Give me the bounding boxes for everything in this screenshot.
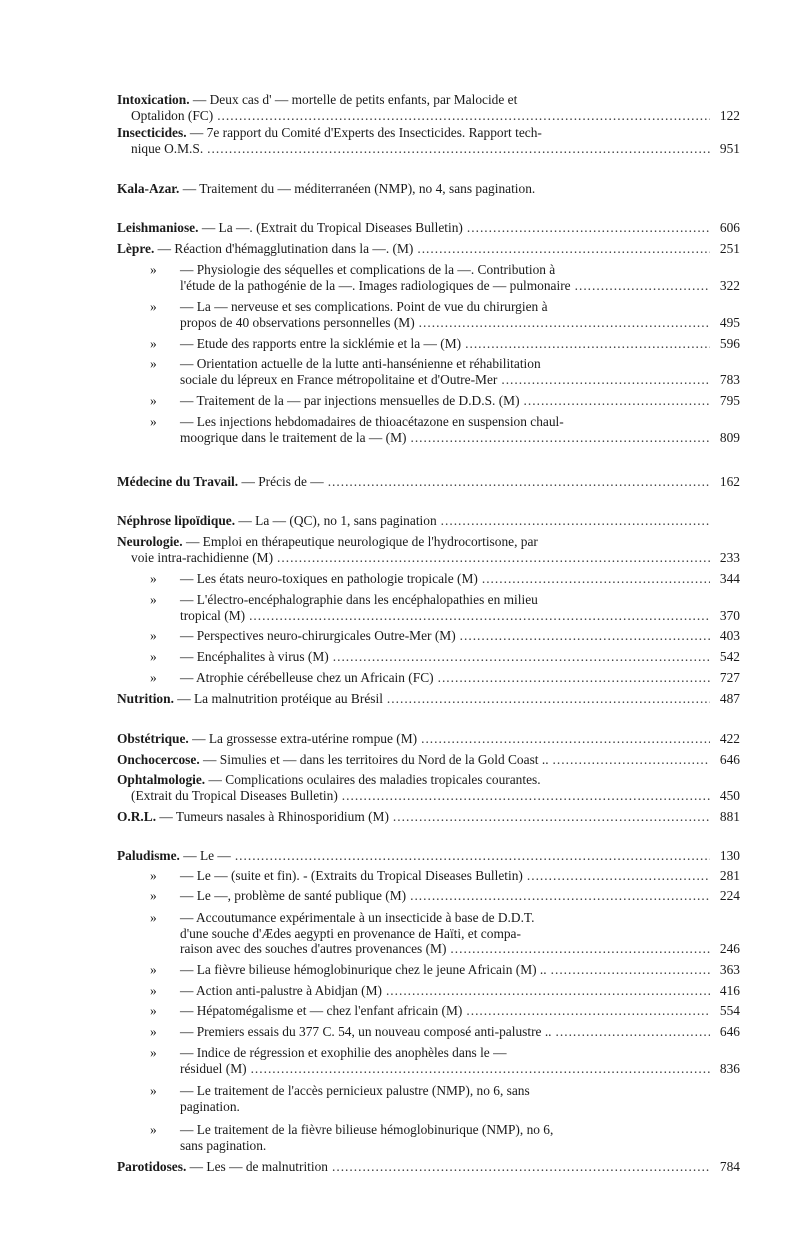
entry-text: Nutrition. — La malnutrition protéique au Brésil xyxy=(117,691,383,706)
dot-leader xyxy=(217,108,710,124)
page-number: 233 xyxy=(719,549,740,565)
ditto-mark: » xyxy=(150,962,157,977)
ditto-mark: » xyxy=(150,868,157,883)
dot-leader xyxy=(410,430,710,446)
page-number: 281 xyxy=(719,868,740,883)
dot-leader xyxy=(333,649,710,665)
entry-text: Médecine du Travail. — Précis de — xyxy=(117,474,324,489)
ditto-mark: » xyxy=(150,592,157,607)
dot-leader xyxy=(575,278,710,294)
page-number: 881 xyxy=(719,809,740,824)
entry-text: sociale du lépreux en France métropolitaine et d'Outre-Mer xyxy=(180,371,498,387)
index-entry xyxy=(117,513,740,529)
ditto-mark: » xyxy=(150,649,157,664)
entry-keyword: Insecticides. xyxy=(117,125,187,140)
entry-text: — Le traitement de l'accès pernicieux palustre (NMP), no 6, sans xyxy=(180,1083,530,1098)
index-entry xyxy=(117,220,740,236)
dot-leader xyxy=(450,941,710,957)
entry-text: — Perspectives neuro-chirurgicales Outre-Mer (M) xyxy=(180,628,456,643)
ditto-mark: » xyxy=(150,1003,157,1018)
dot-leader xyxy=(527,868,710,884)
entry-keyword: O.R.L. xyxy=(117,809,157,824)
entry-text: O.R.L. — Tumeurs nasales à Rhinosporidium (M) xyxy=(117,809,389,824)
entry-keyword: Paludisme. xyxy=(117,848,180,863)
ditto-mark: » xyxy=(150,336,157,351)
ditto-mark: » xyxy=(150,1045,157,1060)
index-subentry xyxy=(150,962,740,978)
dot-leader xyxy=(524,393,710,409)
dot-leader xyxy=(410,888,710,904)
page-number: 809 xyxy=(719,429,740,445)
entry-text: — Le — (suite et fin). - (Extraits du Tropical Diseases Bulletin) xyxy=(180,868,523,883)
index-subentry xyxy=(150,1122,740,1153)
entry-keyword: Ophtalmologie. xyxy=(117,772,206,787)
entry-text: — Etude des rapports entre la sicklémie et la — (M) xyxy=(180,336,462,351)
page-number: 542 xyxy=(719,649,740,664)
dot-leader xyxy=(249,608,710,624)
dot-leader xyxy=(328,474,710,490)
index-entry xyxy=(117,752,740,768)
entry-text: Insecticides. — 7e rapport du Comité d'Experts des Insecticides. Rapport tech- xyxy=(117,125,542,140)
page-number: 370 xyxy=(719,607,740,623)
dot-leader xyxy=(438,670,710,686)
entry-text: pagination. xyxy=(180,1098,240,1114)
page-number: 487 xyxy=(719,691,740,706)
entry-text: résiduel (M) xyxy=(180,1060,247,1076)
ditto-mark: » xyxy=(150,299,157,314)
entry-text: Ophtalmologie. — Complications oculaires des maladies tropicales courantes. xyxy=(117,772,541,787)
entry-keyword: Leishmaniose. xyxy=(117,220,199,235)
index-subentry xyxy=(150,868,740,884)
page-number: 322 xyxy=(719,277,740,293)
index-subentry xyxy=(150,299,740,330)
entry-text: sans pagination. xyxy=(180,1137,267,1153)
index-subentry xyxy=(150,888,740,904)
entry-text: d'une souche d'Ædes aegypti en provenance de Haïti, et compa- xyxy=(180,925,521,941)
page-number: 795 xyxy=(719,393,740,408)
page-number: 836 xyxy=(719,1060,740,1076)
ditto-mark: » xyxy=(150,393,157,408)
dot-leader xyxy=(467,220,710,236)
entry-text: — Action anti-palustre à Abidjan (M) xyxy=(180,983,382,998)
entry-text: — Les états neuro-toxiques en pathologie tropicale (M) xyxy=(180,571,478,586)
entry-keyword: Nutrition. xyxy=(117,691,174,706)
entry-text: — Accoutumance expérimentale à un insecticide à base de D.D.T. xyxy=(180,910,535,925)
entry-text: propos de 40 observations personnelles (M) xyxy=(180,314,415,330)
ditto-mark: » xyxy=(150,910,157,925)
dot-leader xyxy=(466,1003,710,1019)
index-subentry xyxy=(150,1024,740,1040)
entry-text: (Extrait du Tropical Diseases Bulletin) xyxy=(131,787,338,803)
page-number: 416 xyxy=(719,983,740,998)
page-number: 606 xyxy=(719,220,740,235)
entry-text: Kala-Azar. — Traitement du — méditerranéen (NMP), no 4, sans pagination. xyxy=(117,181,536,196)
index-entry xyxy=(117,731,740,747)
dot-leader xyxy=(251,1061,710,1077)
entry-keyword: Néphrose lipoïdique. xyxy=(117,513,236,528)
page-number: 646 xyxy=(719,752,740,767)
page-number: 646 xyxy=(719,1024,740,1039)
ditto-mark: » xyxy=(150,356,157,371)
entry-text: — Encéphalites à virus (M) xyxy=(180,649,329,664)
page-number: 422 xyxy=(719,731,740,746)
entry-text: — Physiologie des séquelles et complications de la —. Contribution à xyxy=(180,262,556,277)
page-number: 251 xyxy=(719,241,740,256)
index-entry xyxy=(117,534,740,565)
dot-leader xyxy=(551,962,710,978)
dot-leader xyxy=(207,141,710,157)
page-number: 344 xyxy=(719,571,740,586)
entry-text: raison avec des souches d'autres provenances (M) xyxy=(180,941,447,956)
dot-leader xyxy=(465,336,710,352)
entry-text: Intoxication. — Deux cas d' — mortelle de petits enfants, par Malocide et xyxy=(117,92,518,107)
page-number: 495 xyxy=(719,314,740,330)
ditto-mark: » xyxy=(150,628,157,643)
entry-text: — La fièvre bilieuse hémoglobinurique chez le jeune Africain (M) .. xyxy=(180,962,547,977)
entry-text: Onchocercose. — Simulies et — dans les territoires du Nord de la Gold Coast .. xyxy=(117,752,549,767)
index-entry xyxy=(117,241,740,257)
entry-keyword: Onchocercose. xyxy=(117,752,200,767)
ditto-mark: » xyxy=(150,414,157,429)
page-number: 130 xyxy=(719,848,740,863)
entry-text: nique O.M.S. xyxy=(131,140,204,156)
page-number: 122 xyxy=(719,107,740,123)
dot-leader xyxy=(235,848,710,864)
dot-leader xyxy=(419,315,710,331)
entry-keyword: Médecine du Travail. xyxy=(117,474,239,489)
page-number: 246 xyxy=(719,941,740,956)
index-entry xyxy=(117,1159,740,1175)
index-entry xyxy=(117,691,740,707)
entry-text: — L'électro-encéphalographie dans les encéphalopathies en milieu xyxy=(180,592,538,607)
dot-leader xyxy=(421,731,710,747)
page-number: 450 xyxy=(719,787,740,803)
entry-text: — Les injections hebdomadaires de thioacétazone en suspension chaul- xyxy=(180,414,564,429)
ditto-mark: » xyxy=(150,1083,157,1098)
dot-leader xyxy=(393,809,710,825)
dot-leader xyxy=(553,752,710,768)
entry-text: Néphrose lipoïdique. — La — (QC), no 1, sans pagination xyxy=(117,513,437,528)
index-entry xyxy=(117,809,740,825)
ditto-mark: » xyxy=(150,1122,157,1137)
entry-text: — Le traitement de la fièvre bilieuse hémoglobinurique (NMP), no 6, xyxy=(180,1122,554,1137)
ditto-mark: » xyxy=(150,983,157,998)
dot-leader xyxy=(342,788,710,804)
page-number: 224 xyxy=(719,888,740,903)
entry-text: — Orientation actuelle de la lutte anti-hansénienne et réhabilitation xyxy=(180,356,541,371)
entry-text: l'étude de la pathogénie de la —. Images radiologiques de — pulmonaire xyxy=(180,277,571,293)
ditto-mark: » xyxy=(150,571,157,586)
index-entry xyxy=(117,181,740,197)
index-entry xyxy=(117,772,740,803)
page-number: 403 xyxy=(719,628,740,643)
entry-text: Paludisme. — Le — xyxy=(117,848,231,863)
ditto-mark: » xyxy=(150,670,157,685)
index-subentry xyxy=(150,356,740,387)
entry-text: Lèpre. — Réaction d'hémagglutination dans la —. (M) xyxy=(117,241,414,256)
entry-text: Obstétrique. — La grossesse extra-utérine rompue (M) xyxy=(117,731,418,746)
index-entry xyxy=(117,848,740,864)
index-subentry xyxy=(150,1083,740,1114)
index-entry xyxy=(117,92,740,123)
entry-keyword: Kala-Azar. xyxy=(117,181,180,196)
ditto-mark: » xyxy=(150,1024,157,1039)
index-entry xyxy=(117,125,740,156)
entry-text: — Traitement de la — par injections mensuelles de D.D.S. (M) xyxy=(180,393,520,408)
entry-text: Neurologie. — Emploi en thérapeutique neurologique de l'hydrocortisone, par xyxy=(117,534,538,549)
dot-leader xyxy=(277,550,710,566)
page-number: 162 xyxy=(719,474,740,489)
dot-leader xyxy=(501,372,710,388)
ditto-mark: » xyxy=(150,262,157,277)
entry-text: moogrique dans le traitement de la — (M) xyxy=(180,429,407,445)
entry-text: — La — nerveuse et ses complications. Point de vue du chirurgien à xyxy=(180,299,548,314)
entry-text: Optalidon (FC) xyxy=(131,107,214,123)
entry-text: Parotidoses. — Les — de malnutrition xyxy=(117,1159,329,1174)
dot-leader xyxy=(482,571,710,587)
index-subentry xyxy=(150,1045,740,1076)
index-subentry xyxy=(150,1003,740,1019)
index-subentry xyxy=(150,628,740,644)
index-subentry xyxy=(150,414,740,445)
entry-text: — Hépatomégalisme et — chez l'enfant africain (M) xyxy=(180,1003,463,1018)
page-number: 951 xyxy=(719,140,740,156)
page-number: 596 xyxy=(719,336,740,351)
entry-text: Leishmaniose. — La —. (Extrait du Tropical Diseases Bulletin) xyxy=(117,220,463,235)
dot-leader xyxy=(387,691,710,707)
dot-leader xyxy=(460,628,710,644)
index-subentry xyxy=(150,649,740,665)
page-number: 363 xyxy=(719,962,740,977)
index-subentry xyxy=(150,910,740,957)
index-subentry xyxy=(150,670,740,686)
entry-keyword: Intoxication. xyxy=(117,92,190,107)
entry-keyword: Lèpre. xyxy=(117,241,155,256)
ditto-mark: » xyxy=(150,888,157,903)
dot-leader xyxy=(332,1159,710,1175)
index-subentry xyxy=(150,983,740,999)
entry-text: voie intra-rachidienne (M) xyxy=(131,549,274,565)
dot-leader xyxy=(556,1024,710,1040)
page-number: 784 xyxy=(719,1159,740,1174)
dot-leader xyxy=(441,513,710,529)
index-subentry xyxy=(150,592,740,623)
index-subentry xyxy=(150,571,740,587)
entry-text: — Premiers essais du 377 C. 54, un nouveau composé anti-palustre .. xyxy=(180,1024,552,1039)
entry-text: — Le —, problème de santé publique (M) xyxy=(180,888,407,903)
entry-text: — Atrophie cérébelleuse chez un Africain (FC) xyxy=(180,670,434,685)
page-number: 727 xyxy=(719,670,740,685)
entry-text: tropical (M) xyxy=(180,607,246,623)
entry-keyword: Parotidoses. xyxy=(117,1159,187,1174)
page-number: 554 xyxy=(719,1003,740,1018)
entry-text: — Indice de régression et exophilie des anophèles dans le — xyxy=(180,1045,507,1060)
page-number: 783 xyxy=(719,371,740,387)
dot-leader xyxy=(386,983,710,999)
entry-keyword: Neurologie. xyxy=(117,534,183,549)
index-subentry xyxy=(150,262,740,293)
entry-keyword: Obstétrique. xyxy=(117,731,189,746)
index-subentry xyxy=(150,336,740,352)
dot-leader xyxy=(417,241,710,257)
index-entry xyxy=(117,474,740,490)
index-subentry xyxy=(150,393,740,409)
